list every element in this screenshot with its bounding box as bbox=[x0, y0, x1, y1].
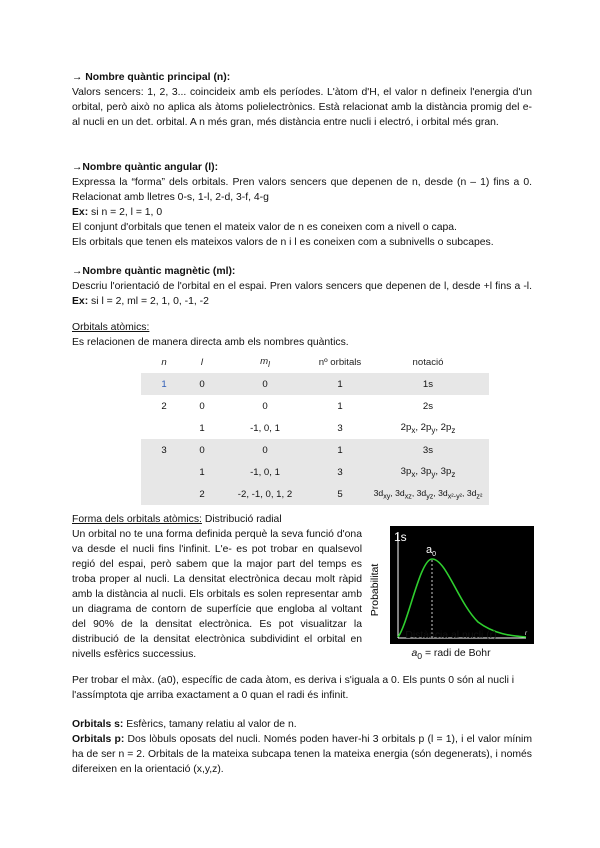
cell-ml: -1, 0, 1 bbox=[217, 461, 313, 483]
heading-shape: Forma dels orbitals atòmics: Distribució radial bbox=[72, 514, 282, 525]
section-magnetic-quantum-number bbox=[72, 264, 532, 309]
cell-ml: 0 bbox=[262, 400, 268, 412]
table-row bbox=[141, 483, 489, 505]
example-text: si n = 2, l = 1, 0 bbox=[88, 207, 163, 218]
cell-l: 1 bbox=[187, 461, 217, 483]
cell-notation: $2p_x$, $2p_y$, $2p_z$ bbox=[400, 421, 456, 435]
heading-angular: →Nombre quàntic angular (l): bbox=[72, 162, 219, 173]
figure-background bbox=[390, 526, 534, 644]
paragraph-principal: Valors sencers: 1, 2, 3... coincideix amb els períodes. L'àtom d'H, el valor n defineix l'energia d'un orbital, però això no aplica als àtoms polielectrònics. Està relacionat amb la distància promig del e- al nucli en un det. orbital. A n més gran, més distància entre nucli i electró, i orbital més gran. bbox=[72, 87, 532, 128]
header-l: l bbox=[187, 351, 217, 373]
paragraph-sublevel: Els orbitals que tenen els mateixos valors de n i l es coneixen com a subnivells o subcapes. bbox=[72, 237, 494, 248]
r-tick: r bbox=[525, 631, 527, 637]
paragraph-level: El conjunt d'orbitals que tenen el mateix valor de n es coneixen com a nivell o capa. bbox=[72, 222, 457, 233]
peak-label: $a_0$ bbox=[426, 544, 437, 558]
cell-l: 1 bbox=[199, 422, 205, 434]
cell-count: 3 bbox=[337, 422, 343, 434]
cell-ml: 0 bbox=[217, 439, 313, 461]
example-label: Ex: bbox=[72, 207, 89, 218]
quantum-numbers-table bbox=[141, 351, 489, 505]
cell-notation: 2s bbox=[422, 400, 434, 412]
cell-l: 0 bbox=[199, 400, 205, 412]
table-header-row bbox=[141, 351, 489, 373]
heading-orbitals: Orbitals atòmics: bbox=[72, 322, 150, 333]
cell-count: 3 bbox=[313, 461, 367, 483]
cell-n bbox=[141, 461, 187, 483]
y-axis-label: Probabilitat bbox=[369, 563, 381, 617]
paragraph-orbitals-p: Orbitals p: Dos lòbuls oposats del nucli. Només poden haver-hi 3 orbitals p (l = 1), i el valor mínim ha de ser n = 2. Orbitals de la mateixa subcapa tenen la mateixa energia (són degenerats), i només difereixen en la orientació (x,y,z). bbox=[72, 734, 532, 775]
header-ml: $m_l$ bbox=[217, 351, 313, 373]
cell-notation: 3s bbox=[367, 439, 489, 461]
table-row bbox=[141, 461, 489, 483]
cell-count: 5 bbox=[313, 483, 367, 505]
example-label: Ex: bbox=[72, 296, 89, 307]
cell-notation: $3p_x$, $3p_y$, $3p_z$ bbox=[367, 461, 489, 483]
section-angular-quantum-number bbox=[72, 160, 532, 250]
cell-l: 2 bbox=[187, 483, 217, 505]
header-n: n bbox=[141, 351, 187, 373]
paragraph-orbitals: Es relacionen de manera directa amb els nombres quàntics. bbox=[72, 337, 349, 348]
cell-count: 1 bbox=[313, 439, 367, 461]
cell-n: 2 bbox=[161, 400, 167, 412]
figure-caption-distance: Distància al nucli (r) bbox=[405, 630, 497, 641]
table-row bbox=[141, 373, 489, 395]
table-row bbox=[141, 395, 489, 417]
paragraph-angular: Expressa la “forma” dels orbitals. Pren valors sencers que depenen de n, desde (n – 1) fins a 0. Relacionat amb lletres 0-s, 1-l, 2-d, 3-f, 4-g bbox=[72, 177, 532, 203]
cell-notation: $3d_{xy}$, $3d_{xz}$, $3d_{yz}$, $3d_{x^2-y^2}$, $3d_{z^2}$ bbox=[367, 483, 489, 505]
header-count: nº orbitals bbox=[313, 351, 367, 373]
heading-magnetic: →Nombre quàntic magnètic (ml): bbox=[72, 266, 236, 277]
cell-notation: 1s bbox=[367, 373, 489, 395]
section-principal-quantum-number bbox=[72, 70, 532, 130]
paragraph-shape: Un orbital no te una forma definida perquè la seva funció d'ona va desde el nucli fins l'infinit. L'e- es pot trobar en qualsevol regió del espai, però sabem que la major part del temps es troba proper al nucli. La densitat electrònica decau molt ràpid amb la distància al nucli. Els orbitals es solen representar amb un diagrama de contorn de superfície que engloba al voltant del 90% de la densitat electrònica. Es pot visualitzar la distribució de la densitat electrònica subdividint el orbital en nivells esfèrics successius. bbox=[72, 529, 362, 660]
cell-ml: 0 bbox=[217, 373, 313, 395]
cell-l: 0 bbox=[187, 439, 217, 461]
cell-l: 0 bbox=[187, 373, 217, 395]
paragraph-orbitals-s: Orbitals s: Esfèrics, tamany relatiu al valor de n. bbox=[72, 719, 297, 730]
paragraph-magnetic: Descriu l'orientació de l'orbital en el espai. Pren valors sencers que depenen de l, desde +l fins a -l. Ex: si l = 2, ml = 2, 1, 0, -1, -2 bbox=[72, 281, 532, 307]
cell-n: 3 bbox=[141, 439, 187, 461]
cell-n bbox=[141, 417, 187, 439]
cell-n: 1 bbox=[141, 373, 187, 395]
table-row bbox=[141, 417, 489, 439]
cell-count: 1 bbox=[313, 373, 367, 395]
table-row bbox=[141, 439, 489, 461]
header-notation: notació bbox=[367, 351, 489, 373]
orbital-tag: 1s bbox=[394, 530, 407, 544]
figure-caption-bohr: $a_0$ = radi de Bohr bbox=[411, 648, 491, 662]
example-text: si l = 2, ml = 2, 1, 0, -1, -2 bbox=[88, 296, 209, 307]
heading-principal: → Nombre quàntic principal (n): bbox=[72, 72, 231, 83]
section-atomic-orbitals bbox=[72, 320, 532, 350]
section-orbital-shape bbox=[72, 512, 362, 662]
cell-ml: -2, -1, 0, 1, 2 bbox=[217, 483, 313, 505]
cell-ml: -1, 0, 1 bbox=[250, 422, 280, 434]
cell-count: 1 bbox=[337, 400, 343, 412]
section-orbital-types bbox=[72, 717, 532, 777]
cell-n bbox=[141, 483, 187, 505]
example-angular bbox=[72, 205, 532, 220]
paragraph-max: Per trobar el màx. (a0), específic de cada àtom, es deriva i s'iguala a 0. Els punts 0 són al nucli i l'assímptota qje arriba exactament a 0 quan el radi és infinit. bbox=[72, 675, 515, 701]
